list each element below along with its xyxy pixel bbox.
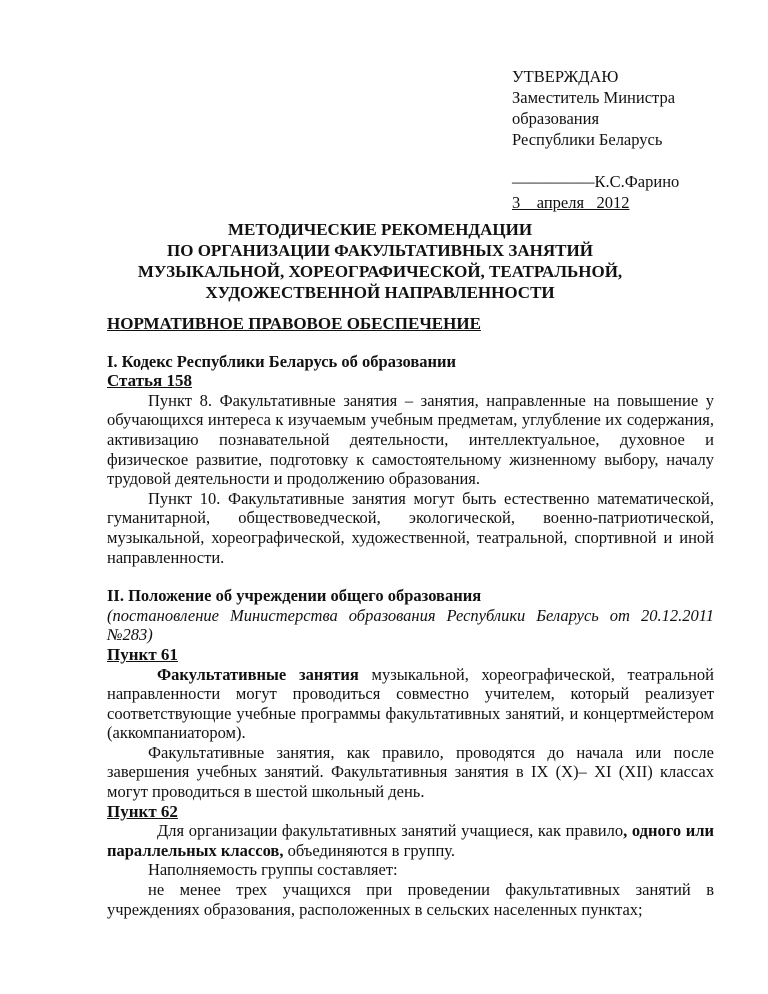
point-62-paragraph-3: не менее трех учащихся при проведении факультативных занятий в учреждениях образования, расположенных в сельских населенных пунктах;: [107, 880, 714, 919]
approval-block: [512, 66, 742, 213]
point-8-paragraph: Пункт 8. Факультативные занятия – занятия, направленные на повышение у обучающихся интереса к изучаемым учебным предметам, углубление их содержания, активизацию познавательной деятельности, интеллектуальное, духовное и физическое развитие, подготовку к самостоятельному жизненному выбору, началу трудовой деятельности и продолжению образования.: [107, 390, 714, 489]
part2-subtitle: (постановление Министерства образования Республики Беларусь от 20.12.2011 №283): [107, 605, 714, 645]
point-62-text-b: объединяются в группу.: [283, 840, 456, 860]
title-line-2: ПО ОРГАНИЗАЦИИ ФАКУЛЬТАТИВНЫХ ЗАНЯТИЙ: [167, 241, 593, 260]
approval-heading: УТВЕРЖДАЮ: [512, 67, 619, 86]
part2-heading: II. Положение об учреждении общего образования: [107, 586, 482, 606]
section-heading: НОРМАТИВНОЕ ПРАВОВОЕ ОБЕСПЕЧЕНИЕ: [107, 314, 481, 333]
point-61-text: музыкальной, хореографической, театральной направленности могут проводиться совместно учителем, который реализует соответствующие учебные программы факультативных занятий, и концертмейстером (аккомпаниатором).: [107, 664, 714, 743]
approval-position: Заместитель Министра: [512, 88, 676, 107]
point-61-paragraph: [107, 665, 714, 743]
part1-heading: I. Кодекс Республики Беларусь об образовании: [107, 351, 457, 371]
approval-signature: —————К.С.Фарино: [512, 172, 680, 191]
document-body: [107, 314, 714, 919]
document-title: [100, 219, 660, 303]
point-62-bold: одного или параллельных классов,: [107, 821, 715, 860]
point-61-bold: Факультативные занятия: [157, 664, 359, 684]
approval-country: Республики Беларусь: [512, 130, 663, 149]
title-line-3: МУЗЫКАЛЬНОЙ, ХОРЕОГРАФИЧЕСКОЙ, ТЕАТРАЛЬНОЙ,: [137, 262, 623, 281]
point-61-paragraph-2: Факультативные занятия, как правило, проводятся до начала или после завершения учебных занятий. Факультативныя занятия в IX (X)– XI (XII) классах могут проводиться в шестой школьный день.: [107, 742, 714, 802]
point-10-paragraph: Пункт 10. Факультативные занятия могут быть естественно математической, гуманитарной, обществоведческой, экологической, военно-патриотической, музыкальной, хореографической, художественной, театральной, спортивной и иной направленности.: [107, 488, 714, 567]
point-61-heading: Пункт 61: [107, 644, 178, 664]
article-158: Статья 158: [107, 371, 192, 391]
title-line-4: ХУДОЖЕСТВЕННОЙ НАПРАВЛЕННОСТИ: [205, 283, 555, 302]
approval-date: 3 апреля 2012: [512, 193, 630, 212]
approval-org-line: образования: [512, 109, 600, 128]
point-62-comma: ,: [623, 821, 628, 841]
point-62-text-a: Для организации факультативных занятий учащиеся, как правило: [157, 821, 624, 841]
title-line-1: МЕТОДИЧЕСКИЕ РЕКОМЕНДАЦИИ: [227, 220, 533, 239]
point-62-paragraph: [107, 821, 714, 860]
point-62-paragraph-2: Наполняемость группы составляет:: [148, 860, 398, 880]
point-62-heading: Пункт 62: [107, 801, 178, 821]
